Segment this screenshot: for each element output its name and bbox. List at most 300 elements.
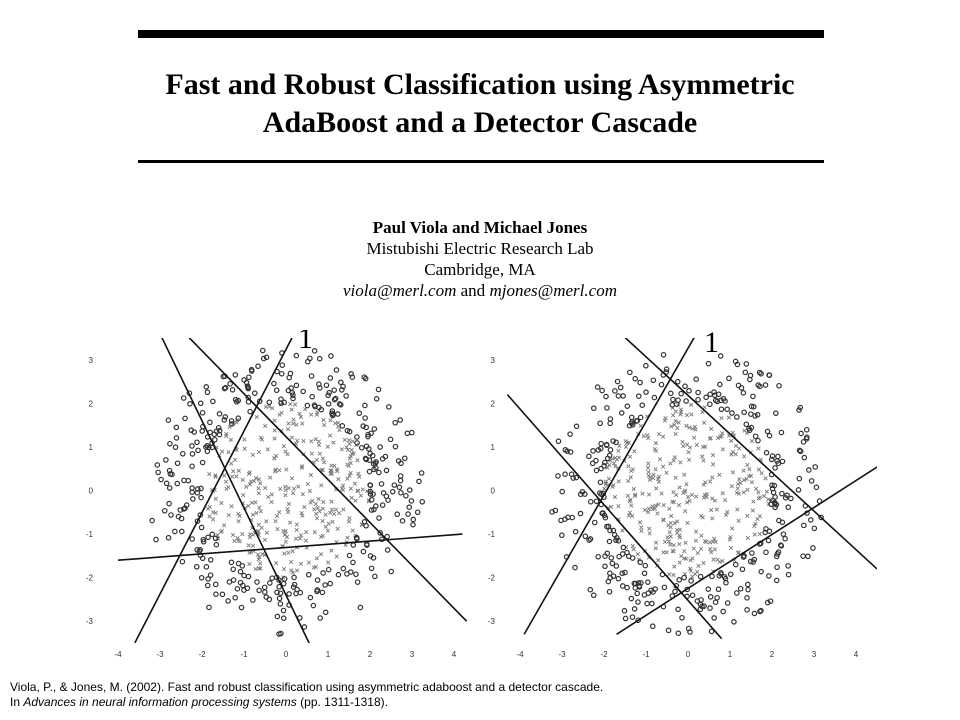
inner-point-x [350, 496, 354, 500]
outer-point-o [199, 576, 203, 580]
outer-point-o [155, 463, 159, 467]
outer-point-o [659, 382, 663, 386]
classifier-line [185, 334, 466, 622]
inner-point-x [220, 501, 224, 505]
outer-point-o [292, 575, 296, 579]
outer-point-o [257, 588, 261, 592]
inner-point-x [247, 504, 251, 508]
inner-point-x [742, 491, 746, 495]
outer-point-o [355, 435, 359, 439]
outer-point-o [207, 605, 211, 609]
inner-point-x [222, 474, 226, 478]
inner-point-x [607, 463, 611, 467]
outer-point-o [604, 394, 608, 398]
outer-point-o [556, 474, 560, 478]
inner-point-x [729, 439, 733, 443]
outer-point-o [400, 519, 404, 523]
outer-point-o [638, 380, 642, 384]
outer-point-o [183, 416, 187, 420]
inner-point-x [682, 549, 686, 553]
inner-point-x [347, 520, 351, 524]
inner-point-x [306, 482, 310, 486]
inner-point-x [324, 513, 328, 517]
inner-point-x [286, 427, 290, 431]
outer-point-o [188, 402, 192, 406]
inner-point-x [227, 513, 231, 517]
outer-point-o [378, 445, 382, 449]
outer-point-o [199, 401, 203, 405]
outer-point-o [389, 569, 393, 573]
inner-point-x [286, 507, 290, 511]
outer-point-o [388, 437, 392, 441]
outer-point-o [621, 584, 625, 588]
outer-point-o [708, 595, 712, 599]
outer-point-o [763, 383, 767, 387]
inner-point-x [646, 462, 650, 466]
outer-point-o [405, 431, 409, 435]
inner-point-x [273, 429, 277, 433]
outer-point-o [630, 615, 634, 619]
inner-point-x [643, 508, 647, 512]
outer-point-o [376, 387, 380, 391]
outer-point-o [240, 564, 244, 568]
inner-point-x [658, 457, 662, 461]
outer-point-o [323, 583, 327, 587]
inner-point-x [668, 507, 672, 511]
inner-point-x [291, 422, 295, 426]
inner-point-x [266, 495, 270, 499]
outer-point-o [190, 444, 194, 448]
inner-point-x [742, 455, 746, 459]
inner-point-x [284, 540, 288, 544]
outer-point-o [605, 406, 609, 410]
outer-point-o [780, 491, 784, 495]
x-tick-label: 2 [769, 650, 775, 659]
outer-point-o [235, 587, 239, 591]
outer-point-o [282, 581, 286, 585]
inner-point-x [332, 441, 336, 445]
outer-point-o [280, 372, 284, 376]
outer-point-o [742, 410, 746, 414]
inner-point-x [666, 536, 670, 540]
inner-point-x [255, 415, 259, 419]
outer-point-o [315, 578, 319, 582]
inner-point-x [258, 482, 262, 486]
inner-point-x [607, 477, 611, 481]
inner-point-x [671, 413, 675, 417]
inner-point-x [328, 511, 332, 515]
outer-point-o [694, 377, 698, 381]
outer-point-o [173, 445, 177, 449]
outer-point-o [339, 380, 343, 384]
inner-point-x [337, 477, 341, 481]
inner-point-x [251, 513, 255, 517]
outer-point-o [621, 394, 625, 398]
inner-point-x [743, 429, 747, 433]
outer-point-o [650, 601, 654, 605]
x-tick-label: 4 [451, 650, 457, 659]
outer-point-o [806, 554, 810, 558]
inner-point-x [322, 461, 326, 465]
inner-point-x [674, 410, 678, 414]
outer-point-o [175, 461, 179, 465]
inner-point-x [307, 561, 311, 565]
outer-point-o [392, 483, 396, 487]
outer-point-o [801, 554, 805, 558]
outer-point-o [669, 391, 673, 395]
outer-point-o [387, 405, 391, 409]
inner-point-x [677, 503, 681, 507]
outer-point-o [598, 421, 602, 425]
inner-point-x [661, 465, 665, 469]
inner-point-x [254, 501, 258, 505]
outer-point-o [333, 396, 337, 400]
inner-point-x [259, 510, 263, 514]
inner-point-x [343, 438, 347, 442]
outer-point-o [578, 511, 582, 515]
author-location: Cambridge, MA [424, 260, 536, 279]
x-tick-label: 3 [811, 650, 817, 659]
inner-point-x [315, 557, 319, 561]
inner-point-x [304, 530, 308, 534]
outer-point-o [180, 559, 184, 563]
outer-point-o [642, 593, 646, 597]
outer-point-o [738, 587, 742, 591]
inner-point-x [764, 477, 768, 481]
outer-point-o [255, 580, 259, 584]
inner-point-x [284, 493, 288, 497]
inner-point-x [335, 555, 339, 559]
inner-point-x [654, 468, 658, 472]
inner-point-x [265, 531, 269, 535]
x-tick-label: 1 [727, 650, 733, 659]
outer-point-o [718, 382, 722, 386]
inner-point-x [721, 448, 725, 452]
outer-point-o [182, 396, 186, 400]
inner-point-x [208, 505, 212, 509]
inner-point-x [361, 488, 365, 492]
outer-point-o [231, 578, 235, 582]
inner-point-x [696, 551, 700, 555]
outer-point-o [417, 479, 421, 483]
inner-point-x [679, 461, 683, 465]
inner-point-x [652, 473, 656, 477]
inner-point-x [668, 530, 672, 534]
outer-point-o [744, 422, 748, 426]
outer-point-o [354, 572, 358, 576]
outer-point-o [318, 357, 322, 361]
inner-point-x [692, 547, 696, 551]
x-tick-label: 3 [409, 650, 415, 659]
outer-point-o [377, 516, 381, 520]
inner-point-x [257, 450, 261, 454]
inner-point-x [290, 408, 294, 412]
inner-point-x [647, 527, 651, 531]
outer-point-o [616, 394, 620, 398]
inner-point-x [349, 487, 353, 491]
outer-point-o [623, 616, 627, 620]
outer-point-o [642, 571, 646, 575]
outer-point-o [403, 456, 407, 460]
inner-point-x [346, 536, 350, 540]
outer-point-o [620, 411, 624, 415]
outer-point-o [775, 565, 779, 569]
inner-point-x [290, 436, 294, 440]
outer-point-o [167, 501, 171, 505]
y-tick-label: 3 [88, 355, 93, 365]
outer-point-o [213, 438, 217, 442]
inner-point-x [626, 479, 630, 483]
inner-point-x [646, 510, 650, 514]
outer-point-o [644, 390, 648, 394]
outer-point-o [594, 499, 598, 503]
inner-point-x [290, 477, 294, 481]
inner-point-x [617, 456, 621, 460]
inner-point-x [237, 519, 241, 523]
outer-point-o [195, 565, 199, 569]
title-rule-top [138, 30, 824, 38]
inner-point-x [648, 478, 652, 482]
outer-point-o [603, 564, 607, 568]
outer-point-o [168, 442, 172, 446]
outer-point-o [294, 383, 298, 387]
outer-point-o [735, 415, 739, 419]
outer-point-o [807, 468, 811, 472]
inner-point-x [727, 416, 731, 420]
classifier-line [507, 395, 721, 639]
outer-point-o [704, 395, 708, 399]
inner-point-x [674, 493, 678, 497]
outer-point-o [204, 565, 208, 569]
inner-point-x [742, 469, 746, 473]
inner-point-x [301, 492, 305, 496]
inner-point-x [750, 439, 754, 443]
outer-point-o [345, 572, 349, 576]
outer-point-o [610, 561, 614, 565]
inner-point-x [630, 514, 634, 518]
outer-point-o [248, 409, 252, 413]
inner-point-x [270, 493, 274, 497]
inner-point-x [757, 468, 761, 472]
outer-point-o [328, 376, 332, 380]
outer-point-o [326, 402, 330, 406]
inner-point-x [285, 535, 289, 539]
outer-point-o [209, 558, 213, 562]
inner-point-x [700, 455, 704, 459]
inner-point-x [251, 453, 255, 457]
outer-point-o [360, 446, 364, 450]
outer-point-o [280, 363, 284, 367]
inner-point-x [340, 448, 344, 452]
inner-point-x [222, 524, 226, 528]
outer-point-o [277, 596, 281, 600]
outer-point-o [369, 566, 373, 570]
outer-point-o [596, 555, 600, 559]
inner-point-x [753, 533, 757, 537]
outer-point-o [708, 402, 712, 406]
outer-point-o [175, 481, 179, 485]
inner-point-x [282, 444, 286, 448]
inner-point-x [315, 413, 319, 417]
inner-point-x [736, 487, 740, 491]
outer-point-o [812, 526, 816, 530]
x-tick-label: -4 [114, 650, 122, 659]
citation-venue: Advances in neural information processing systems [23, 695, 297, 709]
inner-point-x [712, 558, 716, 562]
inner-point-x [709, 508, 713, 512]
inner-point-x [737, 447, 741, 451]
inner-point-x [737, 477, 741, 481]
outer-point-o [719, 407, 723, 411]
inner-point-x [710, 517, 714, 521]
outer-point-o [281, 608, 285, 612]
outer-point-o [732, 620, 736, 624]
inner-point-x [359, 494, 363, 498]
inner-point-x [248, 562, 252, 566]
outer-point-o [181, 452, 185, 456]
inner-point-x [654, 487, 658, 491]
inner-point-x [646, 433, 650, 437]
inner-point-x [317, 443, 321, 447]
outer-point-o [208, 420, 212, 424]
inner-point-x [647, 470, 651, 474]
inner-point-x [686, 495, 690, 499]
inner-point-x [654, 541, 658, 545]
inner-point-x [713, 548, 717, 552]
outer-point-o [606, 579, 610, 583]
outer-point-o [802, 523, 806, 527]
inner-point-x [641, 492, 645, 496]
inner-point-x [708, 480, 712, 484]
outer-point-o [385, 548, 389, 552]
outer-point-o [593, 520, 597, 524]
inner-point-x [277, 510, 281, 514]
outer-point-o [164, 481, 168, 485]
inner-point-x [758, 496, 762, 500]
outer-point-o [745, 596, 749, 600]
outer-point-o [573, 529, 577, 533]
inner-point-x [346, 477, 350, 481]
y-tick-label: -2 [85, 573, 93, 583]
paper-title [100, 66, 860, 142]
inner-point-x [656, 512, 660, 516]
outer-point-o [775, 578, 779, 582]
inner-point-x [667, 572, 671, 576]
outer-point-o [210, 532, 214, 536]
inner-point-x [651, 476, 655, 480]
outer-point-o [687, 389, 691, 393]
outer-point-o [690, 593, 694, 597]
outer-point-o [332, 388, 336, 392]
inner-point-x [677, 542, 681, 546]
outer-point-o [411, 517, 415, 521]
outer-point-o [599, 466, 603, 470]
scatter-plot-left [80, 330, 475, 660]
inner-point-x [617, 504, 621, 508]
inner-point-x [681, 444, 685, 448]
inner-point-x [613, 495, 617, 499]
inner-point-x [295, 423, 299, 427]
inner-point-x [654, 449, 658, 453]
inner-point-x [315, 458, 319, 462]
inner-point-x [689, 403, 693, 407]
x-tick-label: -2 [600, 650, 608, 659]
outer-point-o [752, 611, 756, 615]
inner-point-x [304, 539, 308, 543]
inner-point-x [678, 561, 682, 565]
inner-point-x [711, 497, 715, 501]
outer-point-o [574, 424, 578, 428]
outer-point-o [156, 470, 160, 474]
author-names: Paul Viola and Michael Jones [372, 218, 588, 237]
outer-point-o [200, 429, 204, 433]
inner-point-x [264, 520, 268, 524]
outer-point-o [167, 486, 171, 490]
inner-point-x [351, 529, 355, 533]
outer-point-o [275, 614, 279, 618]
outer-point-o [617, 554, 621, 558]
x-tick-label: 0 [685, 650, 691, 659]
inner-point-x [330, 508, 334, 512]
inner-point-x [299, 534, 303, 538]
inner-point-x [319, 552, 323, 556]
outer-point-o [609, 556, 613, 560]
author-affiliation: Mistubishi Electric Research Lab [366, 239, 594, 258]
inner-point-x [283, 485, 287, 489]
classifier-line [118, 534, 462, 560]
outer-point-o [644, 364, 648, 368]
outer-point-o [630, 415, 634, 419]
inner-point-x [257, 491, 261, 495]
outer-point-o [716, 587, 720, 591]
inner-point-x [765, 490, 769, 494]
inner-point-x [251, 533, 255, 537]
inner-point-x [295, 439, 299, 443]
outer-point-o [786, 572, 790, 576]
outer-point-o [270, 576, 274, 580]
y-tick-label: -3 [85, 617, 93, 627]
outer-point-o [773, 466, 777, 470]
outer-point-o [625, 550, 629, 554]
inner-point-x [337, 511, 341, 515]
outer-point-o [756, 438, 760, 442]
outer-point-o [734, 562, 738, 566]
outer-point-o [174, 436, 178, 440]
y-tick-label: 0 [490, 486, 495, 496]
outer-point-o [298, 590, 302, 594]
outer-point-o [727, 376, 731, 380]
outer-point-o [263, 585, 267, 589]
outer-point-o [635, 591, 639, 595]
inner-point-x [255, 511, 259, 515]
outer-point-o [632, 607, 636, 611]
outer-point-o [715, 596, 719, 600]
outer-point-o [636, 600, 640, 604]
inner-point-x [318, 509, 322, 513]
inner-point-x [691, 427, 695, 431]
inner-point-x [349, 461, 353, 465]
outer-point-o [398, 478, 402, 482]
outer-point-o [569, 472, 573, 476]
inner-point-x [260, 526, 264, 530]
outer-point-o [628, 370, 632, 374]
inner-point-x [314, 502, 318, 506]
outer-point-o [307, 573, 311, 577]
outer-point-o [328, 581, 332, 585]
outer-point-o [309, 374, 313, 378]
citation-suffix: (pp. 1311-1318). [296, 695, 388, 709]
inner-point-x [341, 484, 345, 488]
